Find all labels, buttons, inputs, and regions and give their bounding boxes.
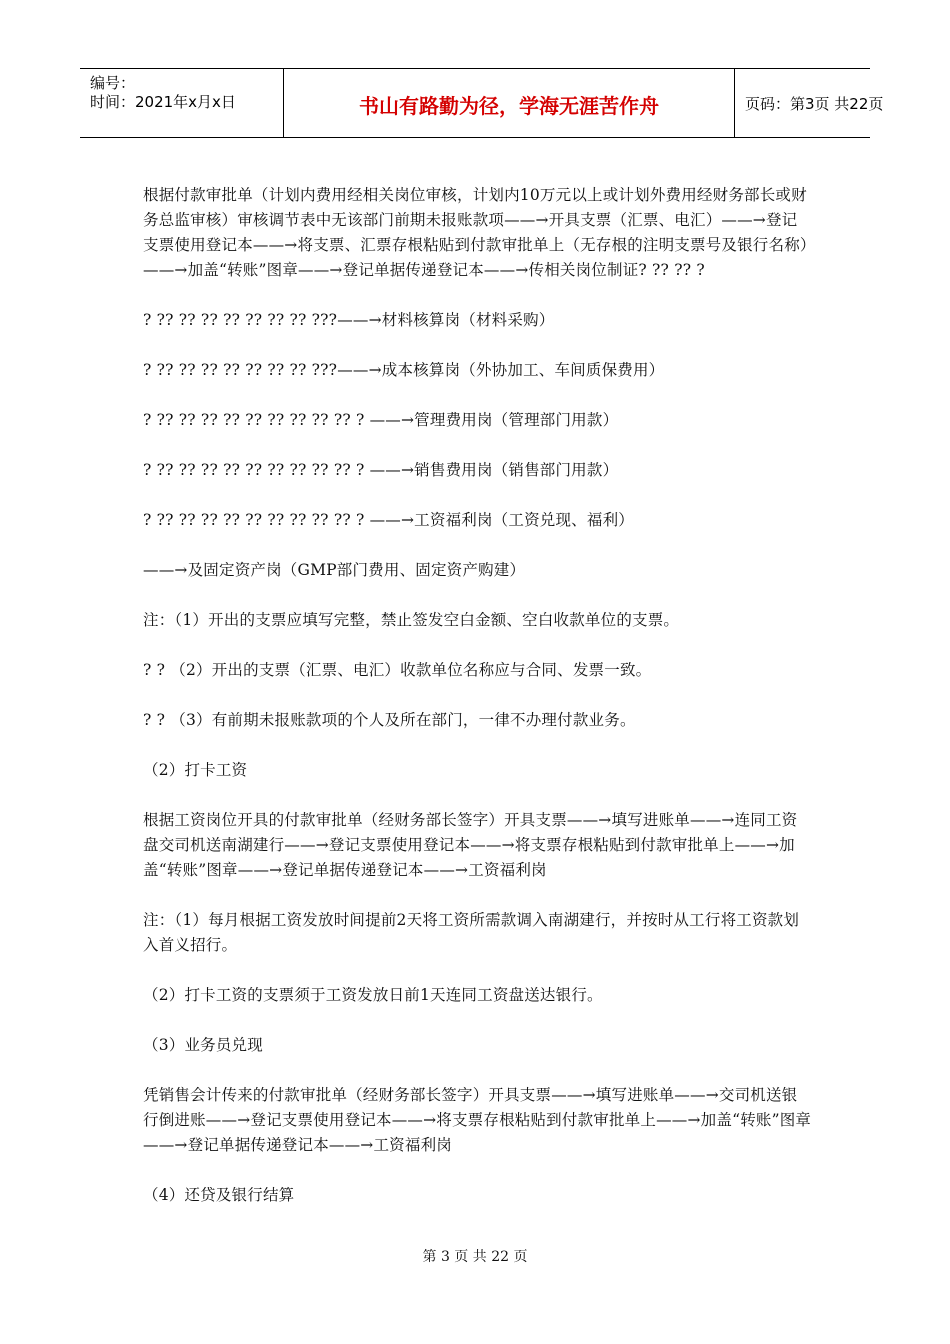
header-motto-cell (284, 69, 735, 137)
paragraph-salesman-flow: 凭销售会计传来的付款审批单（经财务部长签字）开具支票——→填写进账单——→交司机送银行倒进账——→登记支票使用登记本——→将支票存根粘贴到付款审批单上——→加盖“转账”图章——→登记单据传递登记本——→工资福利岗 (143, 1086, 812, 1154)
paragraph-wage-welfare-post: ? ?? ?? ?? ?? ?? ?? ?? ?? ?? ? ——→工资福利岗（工资兑现、福利） (143, 511, 634, 529)
number-label: 编号： (90, 74, 136, 92)
paragraph-material-post: ? ?? ?? ?? ?? ?? ?? ?? ???——→材料核算岗（材料采购） (143, 311, 555, 329)
motto-text: 书山有路勤为径，学海无涯苦作舟 (359, 94, 659, 118)
header-page-info: 页码：第3页 共22页 (745, 95, 884, 113)
paragraph-fixed-asset-post: ——→及固定资产岗（GMP部门费用、固定资产购建） (143, 561, 526, 579)
paragraph-cost-post: ? ?? ?? ?? ?? ?? ?? ?? ???——→成本核算岗（外协加工、车间质保费用） (143, 361, 665, 379)
document-body (143, 183, 813, 1233)
paragraph-payroll-note-1: 注：（1）每月根据工资发放时间提前2天将工资所需款调入南湖建行，并按时从工行将工资款划入首义招行。 (143, 911, 800, 954)
paragraph-note-2: ? ? （2）开出的支票（汇票、电汇）收款单位名称应与合同、发票一致。 (143, 661, 652, 679)
header-page-cell (735, 69, 884, 137)
paragraph-payment-flow: 根据付款审批单（计划内费用经相关岗位审核，计划内10万元以上或计划外费用经财务部长或财务总监审核）审核调节表中无该部门前期未报账款项——→开具支票（汇票、电汇）——→登记支票使用登记本——→将支票、汇票存根粘贴到付款审批单上（无存根的注明支票号及银行名称）——→加盖“转账”图章——→登记单据传递登记本——→传相关岗位制证? ?? ?? ? (143, 186, 808, 279)
section-heading-payroll: （2）打卡工资 (143, 761, 248, 779)
time-label: 时间：2021年x月x日 (90, 93, 236, 111)
header-left-cell (80, 69, 284, 137)
page-footer: 第 3 页 共 22 页 (422, 1249, 528, 1265)
paragraph-note-1: 注：（1）开出的支票应填写完整，禁止签发空白金额、空白收款单位的支票。 (143, 611, 680, 629)
page-header (80, 68, 884, 138)
section-heading-salesman: （3）业务员兑现 (143, 1036, 263, 1054)
paragraph-note-3: ? ? （3）有前期未报账款项的个人及所在部门，一律不办理付款业务。 (143, 711, 636, 729)
section-heading-loan: （4）还贷及银行结算 (143, 1186, 295, 1204)
paragraph-payroll-flow: 根据工资岗位开具的付款审批单（经财务部长签字）开具支票——→填写进账单——→连同工资盘交司机送南湖建行——→登记支票使用登记本——→将支票存根粘贴到付款审批单上——→加盖“转账”图章——→登记单据传递登记本——→工资福利岗 (143, 811, 798, 879)
paragraph-admin-expense-post: ? ?? ?? ?? ?? ?? ?? ?? ?? ?? ? ——→管理费用岗（管理部门用款） (143, 411, 619, 429)
paragraph-payroll-note-2: （2）打卡工资的支票须于工资发放日前1天连同工资盘送达银行。 (143, 986, 603, 1004)
paragraph-sales-expense-post: ? ?? ?? ?? ?? ?? ?? ?? ?? ?? ? ——→销售费用岗（销售部门用款） (143, 461, 619, 479)
